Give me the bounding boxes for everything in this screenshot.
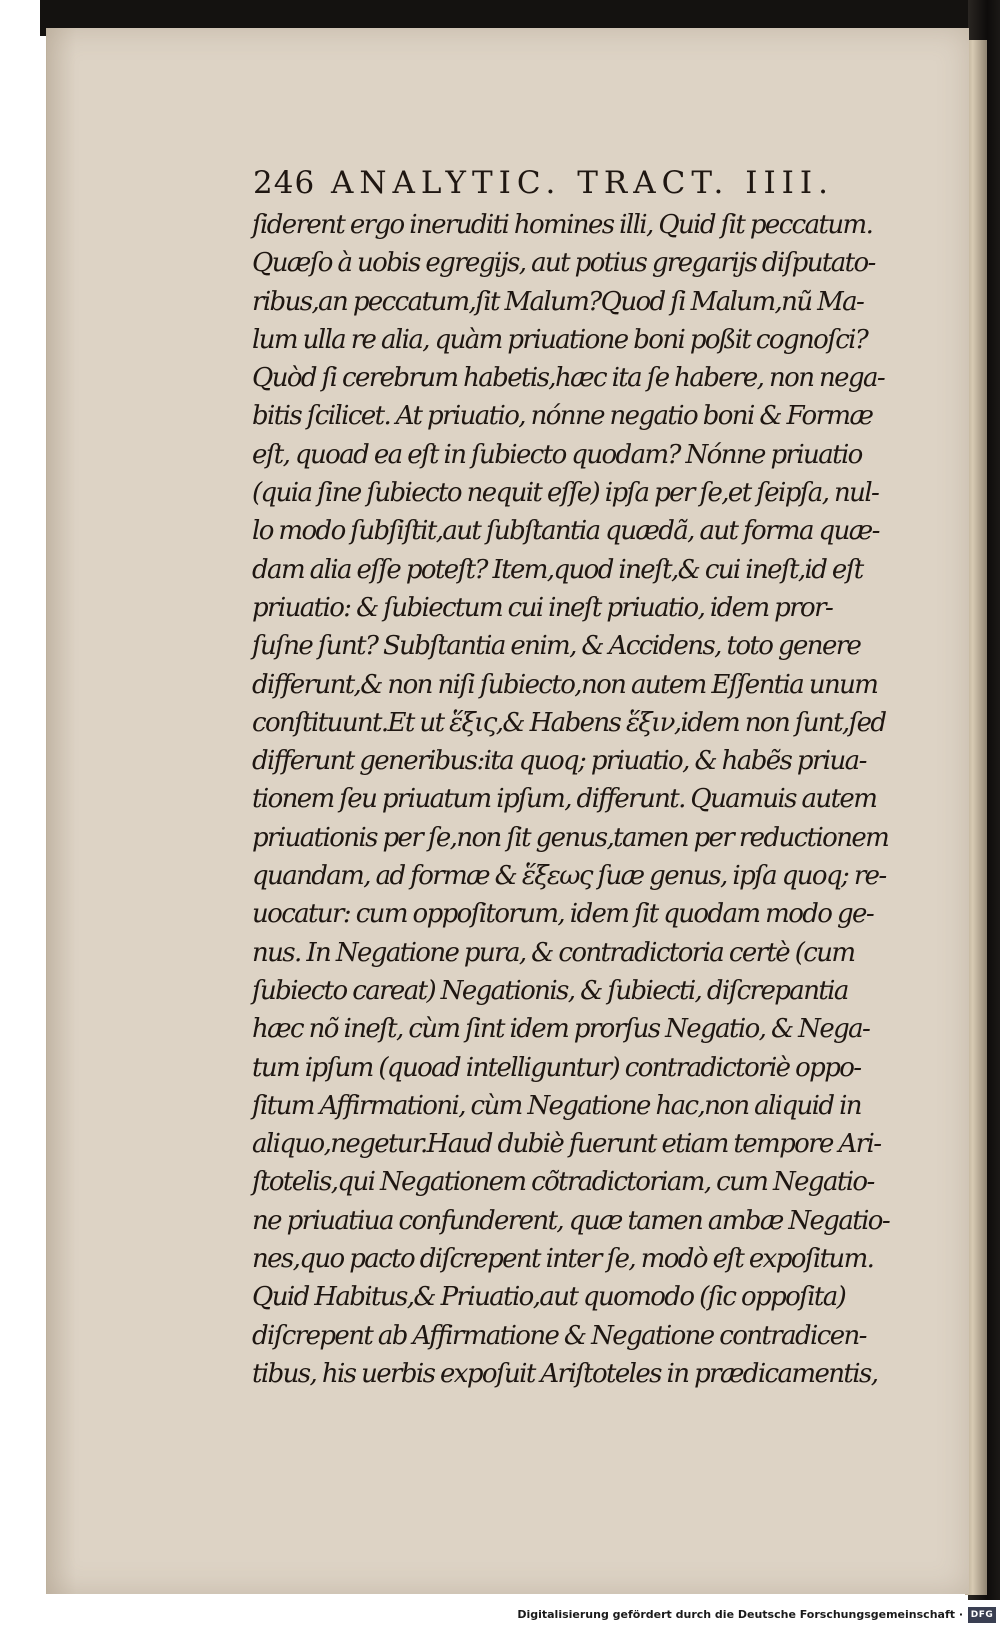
text-line: Quæſo à uobis egregijs, aut potius gregarijs diſputato- — [252, 248, 875, 279]
text-line: ſiderent ergo ineruditi homines illi, Quid ſit peccatum. — [252, 210, 873, 240]
text-line: aliquo,negetur.Haud dubiè fuerunt etiam tempore Ari- — [252, 1129, 881, 1160]
text-line: hæc nõ ineſt, cùm ſint idem prorſus Negatio, & Nega- — [252, 1014, 870, 1045]
body-text — [252, 206, 928, 1393]
text-line: eſt, quoad ea eſt in ſubiecto quodam? Nónne priuatio — [252, 439, 862, 470]
text-line: priuatio: & ſubiectum cui ineſt priuatio, idem pror- — [252, 592, 833, 623]
text-line: ribus,an peccatum,ſit Malum?Quod ſi Malum,nũ Ma- — [252, 286, 864, 317]
text-line: tionem ſeu priuatum ipſum, differunt. Quamuis autem — [252, 784, 877, 815]
text-line: Quòd ſi cerebrum habetis,hæc ita ſe habere, non nega- — [252, 363, 885, 394]
text-line: ſubiecto careat) Negationis, & ſubiecti, diſcrepantia — [252, 975, 848, 1006]
text-line: uocatur: cum oppoſitorum, idem ſit quodam modo ge- — [252, 899, 874, 930]
running-title: ANALYTIC. TRACT. IIII. — [331, 165, 835, 201]
text-line: lo modo ſubſiſtit,aut ſubſtantia quædã, aut forma quæ- — [252, 516, 879, 547]
text-line: ſitum Affirmationi, cùm Negatione hac,non aliquid in — [252, 1090, 861, 1121]
page-number: 246 — [253, 165, 316, 201]
text-line: conſtituunt.Et ut ἕξις,& Habens ἕξιν,idem non ſunt,ſed — [252, 707, 886, 738]
text-line: differunt generibus:ita quoq; priuatio, & habẽs priua- — [252, 746, 866, 777]
text-line: differunt,& non niſi ſubiecto,non autem Eſſentia unum — [252, 669, 878, 700]
dfg-logo: DFG — [968, 1607, 996, 1623]
text-line: (quia ſine ſubiecto nequit eſſe) ipſa per ſe,et ſeipſa, nul- — [252, 478, 879, 509]
digitization-credit: Digitalisierung gefördert durch die Deutsche Forschungsgemeinschaft · — [517, 1608, 963, 1621]
text-line: quandam, ad formæ & ἕξεως ſuæ genus, ipſa quoq; re- — [252, 861, 886, 892]
text-line: tum ipſum (quoad intelliguntur) contradictoriè oppo- — [252, 1052, 861, 1083]
text-line: nes,quo pacto diſcrepent inter ſe, modò eſt expoſitum. — [252, 1244, 874, 1275]
text-line: ſuſne ſunt? Subſtantia enim, & Accidens, toto genere — [252, 631, 861, 662]
text-line: bitis ſcilicet. At priuatio, nónne negatio boni & Formæ — [252, 401, 873, 432]
text-line: nus. In Negatione pura, & contradictoria certè (cum — [252, 937, 855, 968]
text-line: ne priuatiua confunderent, quæ tamen ambæ Negatio- — [252, 1205, 890, 1236]
text-line: lum ulla re alia, quàm priuatione boni poßit cognoſci? — [252, 324, 868, 355]
running-head — [253, 160, 893, 206]
text-line: Quid Habitus,& Priuatio,aut quomodo (ſic oppoſita) — [252, 1282, 846, 1313]
page-gutter-shade — [46, 28, 76, 1594]
text-line: diſcrepent ab Affirmatione & Negatione contradicen- — [252, 1320, 866, 1351]
text-line: dam alia eſſe poteſt? Item,quod ineſt,& cui ineſt,id eſt — [252, 554, 863, 585]
text-line: ſtotelis,qui Negationem cõtradictoriam, cum Negatio- — [252, 1167, 874, 1198]
text-line: priuationis per ſe,non ſit genus,tamen per reductionem — [252, 822, 889, 853]
text-line: tibus, his uerbis expoſuit Ariſtoteles in prædicamentis, — [252, 1358, 878, 1389]
